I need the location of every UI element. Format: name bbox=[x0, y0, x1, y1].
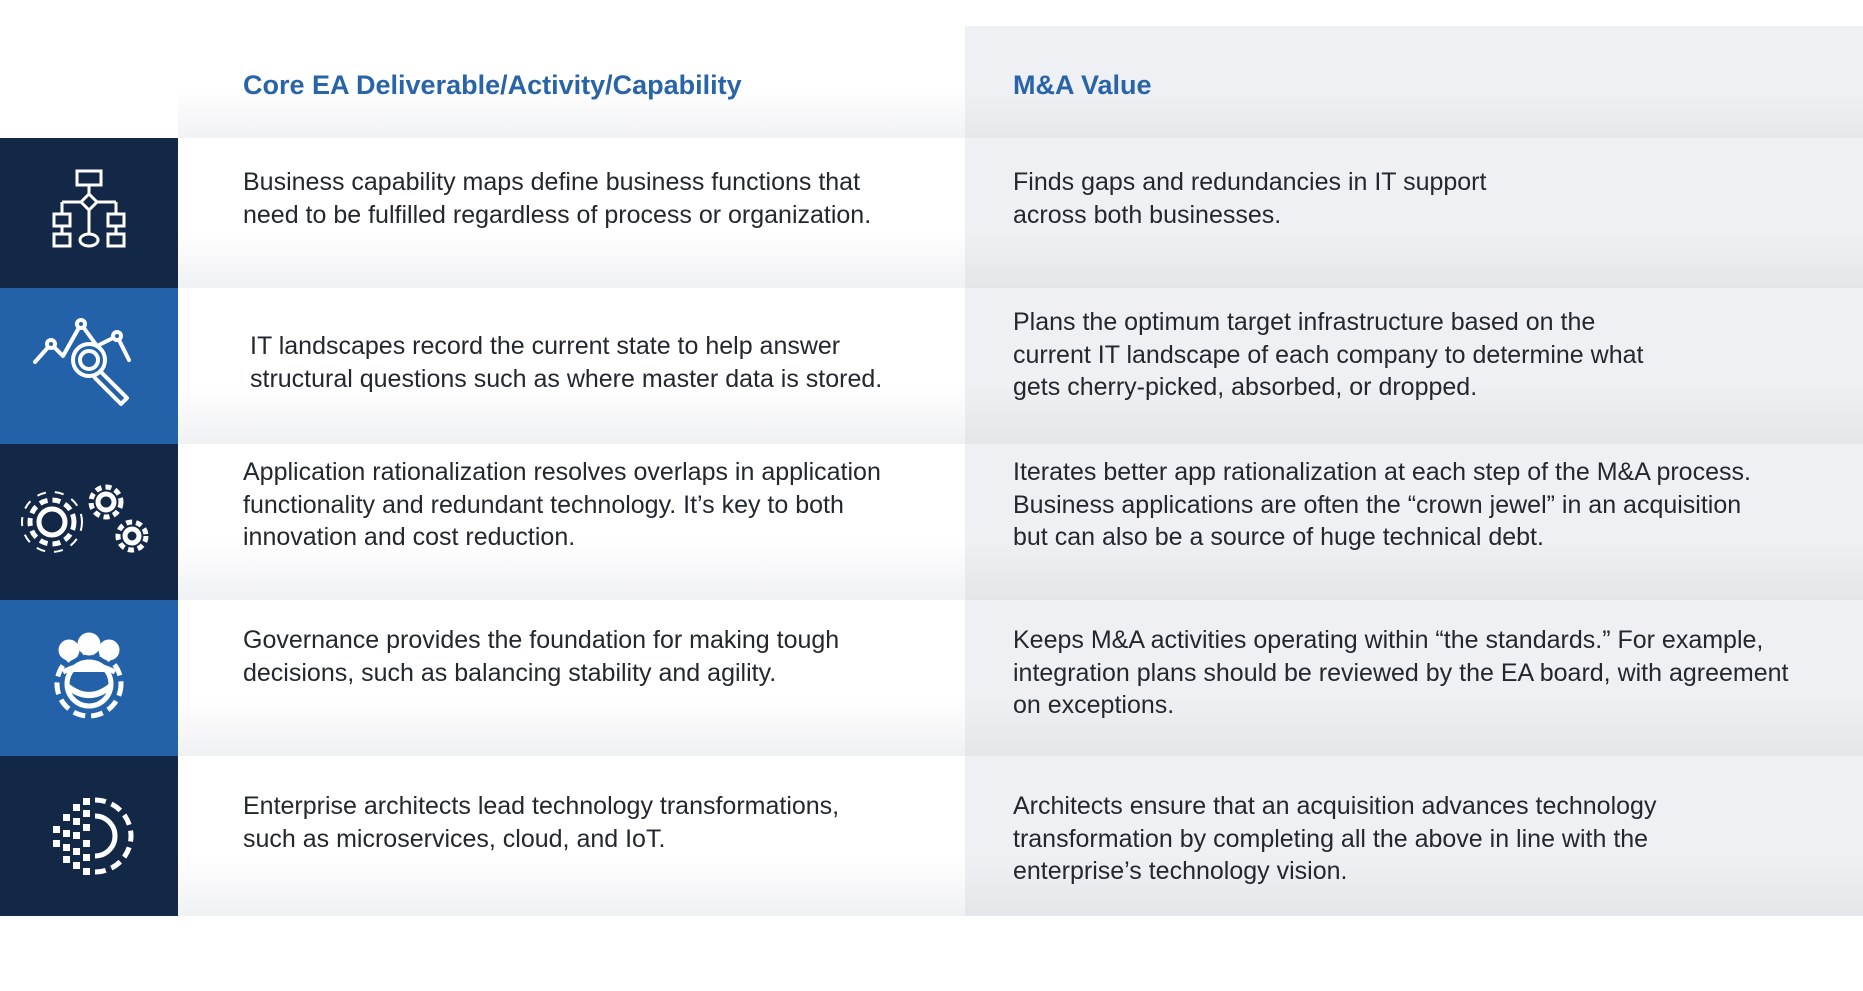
icon-cell bbox=[0, 288, 178, 444]
analytics-magnifier-icon bbox=[29, 316, 149, 416]
ma-value-text: Keeps M&A activities operating within “the standards.” For example, integration plans should be reviewed by the EA board, with agreement on exceptions. bbox=[1013, 626, 1789, 719]
icon-cell bbox=[0, 138, 178, 288]
deliverable-text: Business capability maps define business functions that need to be fulfilled regardless of process or organization. bbox=[243, 168, 872, 229]
team-gear-icon bbox=[39, 628, 139, 728]
deliverable-text: IT landscapes record the current state to help answer structural questions such as where master data is stored. bbox=[250, 332, 883, 393]
icon-cell bbox=[0, 756, 178, 916]
table-row bbox=[0, 600, 1863, 756]
ma-value-cell bbox=[965, 756, 1863, 916]
deliverable-text: Governance provides the foundation for making tough decisions, such as balancing stability and agility. bbox=[243, 626, 840, 687]
ea-ma-value-table bbox=[0, 26, 1863, 916]
column-header-ma-value: M&A Value bbox=[1013, 70, 1152, 100]
deliverable-cell bbox=[178, 138, 965, 288]
column-header-core-ea: Core EA Deliverable/Activity/Capability bbox=[243, 70, 742, 100]
deliverable-cell bbox=[178, 600, 965, 756]
ma-value-text: Iterates better app rationalization at each step of the M&A process. Business applications are often the “crown jewel” in an acquisition but can also be a source of huge technical debt. bbox=[1013, 458, 1751, 551]
ma-value-cell bbox=[965, 138, 1863, 288]
deliverable-cell bbox=[178, 444, 965, 600]
deliverable-cell bbox=[178, 288, 965, 444]
ma-value-text: Finds gaps and redundancies in IT support across both businesses. bbox=[1013, 168, 1487, 229]
deliverable-text: Application rationalization resolves overlaps in application functionality and redundant technology. It’s key to both innovation and cost reduction. bbox=[243, 458, 881, 551]
deliverable-cell bbox=[178, 756, 965, 916]
digital-gear-icon bbox=[39, 786, 139, 886]
table-row bbox=[0, 756, 1863, 916]
table-row bbox=[0, 444, 1863, 600]
table-row bbox=[0, 288, 1863, 444]
ma-value-cell bbox=[965, 288, 1863, 444]
icon-cell bbox=[0, 600, 178, 756]
table-header bbox=[0, 26, 1863, 138]
table-row bbox=[0, 138, 1863, 288]
gears-icon bbox=[14, 472, 164, 572]
org-chart-icon bbox=[44, 168, 134, 258]
ma-value-text: Architects ensure that an acquisition advances technology transformation by completing all the above in line with the enterprise’s technology vision. bbox=[1013, 792, 1657, 885]
deliverable-text: Enterprise architects lead technology transformations, such as microservices, cloud, and IoT. bbox=[243, 792, 840, 853]
ma-value-text: Plans the optimum target infrastructure based on the current IT landscape of each company to determine what gets cherry-picked, absorbed, or dropped. bbox=[1013, 308, 1644, 401]
ma-value-cell bbox=[965, 600, 1863, 756]
ma-value-cell bbox=[965, 444, 1863, 600]
icon-cell bbox=[0, 444, 178, 600]
